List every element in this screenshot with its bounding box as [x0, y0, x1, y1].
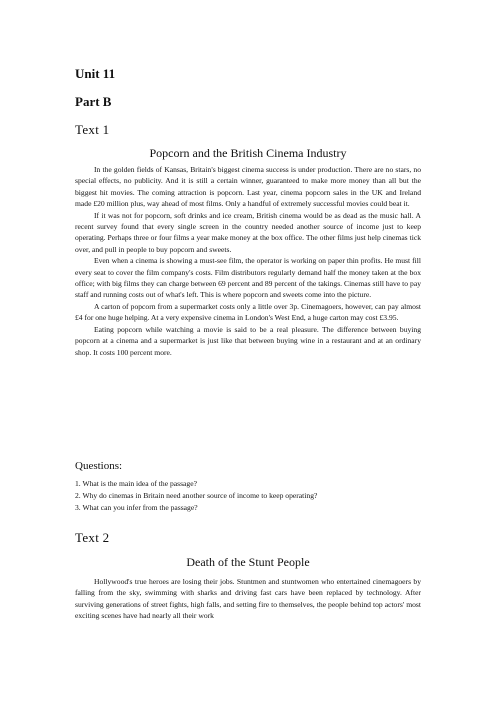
questions-list [75, 478, 317, 514]
text1-body [75, 164, 421, 358]
questions-heading: Questions: [75, 460, 123, 472]
text2-paragraph: Hollywood's true heroes are losing their jobs. Stuntmen and stuntwomen who entertained cinemagoers by falling from the sky, swimming with sharks and driving fast cars have been replaced by technology. After surviving generations of street fights, high falls, and setting fire to themselves, the people behind top actors' most exciting scenes have had nearly all their work [75, 577, 421, 621]
text1-paragraph: Even when a cinema is showing a must-see film, the operator is working on paper thin profits. He must fill every seat to cover the film company's costs. Film distributors regularly demand half the money taken at the box office; with big films they can charge between 69 percent and 89 percent of the takings. Cinemas still have to pay staff and running costs out of what's left. This is where popcorn and sweets come into the picture. [75, 256, 421, 300]
text1-paragraph: If it was not for popcorn, soft drinks and ice cream, British cinema would be as dead as the music hall. A recent survey found that every single screen in the country needed another source of income just to keep operating. Perhaps three or four films a year make money at the box office. The other films just help cinemas tick over, and pull in people to buy popcorn and sweets. [75, 210, 421, 254]
unit-heading: Unit 11 [75, 66, 116, 81]
text1-paragraph: A carton of popcorn from a supermarket costs only a little over 3p. Cinemagoers, however, can pay almost £4 for one huge helping. At a very expensive cinema in London's West End, a huge carton may cost £3.95. [75, 301, 421, 323]
question-item: 1. What is the main idea of the passage? [75, 479, 197, 488]
text1-heading: Text 1 [75, 122, 110, 137]
text2-body [75, 576, 421, 622]
text1-title: Popcorn and the British Cinema Industry [149, 146, 347, 160]
question-item: 2. Why do cinemas in Britain need another source of income to keep operating? [75, 491, 318, 500]
text2-title: Death of the Stunt People [186, 555, 310, 569]
text2-heading: Text 2 [75, 530, 110, 545]
part-heading: Part B [75, 94, 112, 109]
question-item: 3. What can you infer from the passage? [75, 503, 198, 512]
text1-paragraph: Eating popcorn while watching a movie is said to be a real pleasure. The difference between buying popcorn at a cinema and a supermarket is just like that between buying wine in a restaurant and at an ordinary shop. It costs 100 percent more. [75, 324, 421, 357]
text1-paragraph: In the golden fields of Kansas, Britain's biggest cinema success is under production. There are no stars, no special effects, no publicity. And it is still a certain winner, guaranteed to make more money than all but the biggest hit movies. The coming attraction is popcorn. Last year, cinema popcorn sales in the UK and Ireland made £20 million plus, way ahead of most films. Only a handful of extremely successful movies could beat it. [75, 165, 421, 209]
